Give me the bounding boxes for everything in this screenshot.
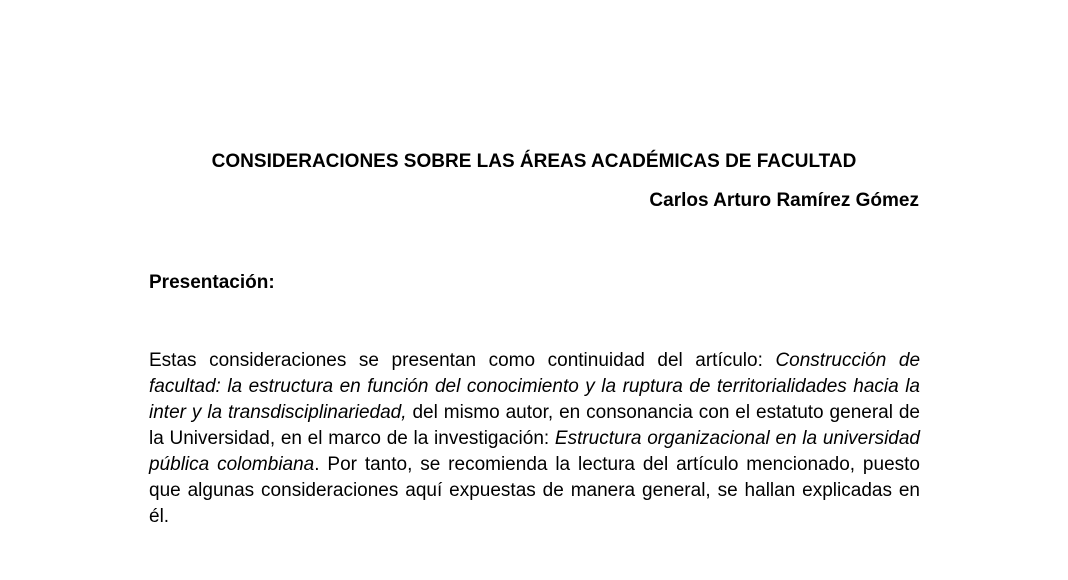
author-name: Carlos Arturo Ramírez Gómez xyxy=(649,190,919,211)
document-title: CONSIDERACIONES SOBRE LAS ÁREAS ACADÉMICAS DE FACULTAD xyxy=(211,151,857,172)
paragraph-text-3: . Por tanto, se recomienda la lectura del artículo mencionado, puesto que algunas consideraciones aquí expuestas de manera general, se hallan explicadas en él. xyxy=(149,454,920,527)
body-paragraph xyxy=(149,348,920,530)
paragraph-italic-research-title: Estructura organizacional en la universidad pública colombiana xyxy=(149,428,920,475)
section-heading: Presentación: xyxy=(149,272,275,293)
paragraph-text-1: Estas consideraciones se presentan como continuidad del artículo: xyxy=(149,350,776,371)
paragraph-text-2: del mismo autor, en consonancia con el estatuto general de la Universidad, en el marco de la investigación: xyxy=(149,402,920,449)
paragraph-italic-article-title: Construcción de facultad: la estructura en función del conocimiento y la ruptura de territorialidades hacia la inter y la transdisciplinariedad, xyxy=(149,350,921,423)
